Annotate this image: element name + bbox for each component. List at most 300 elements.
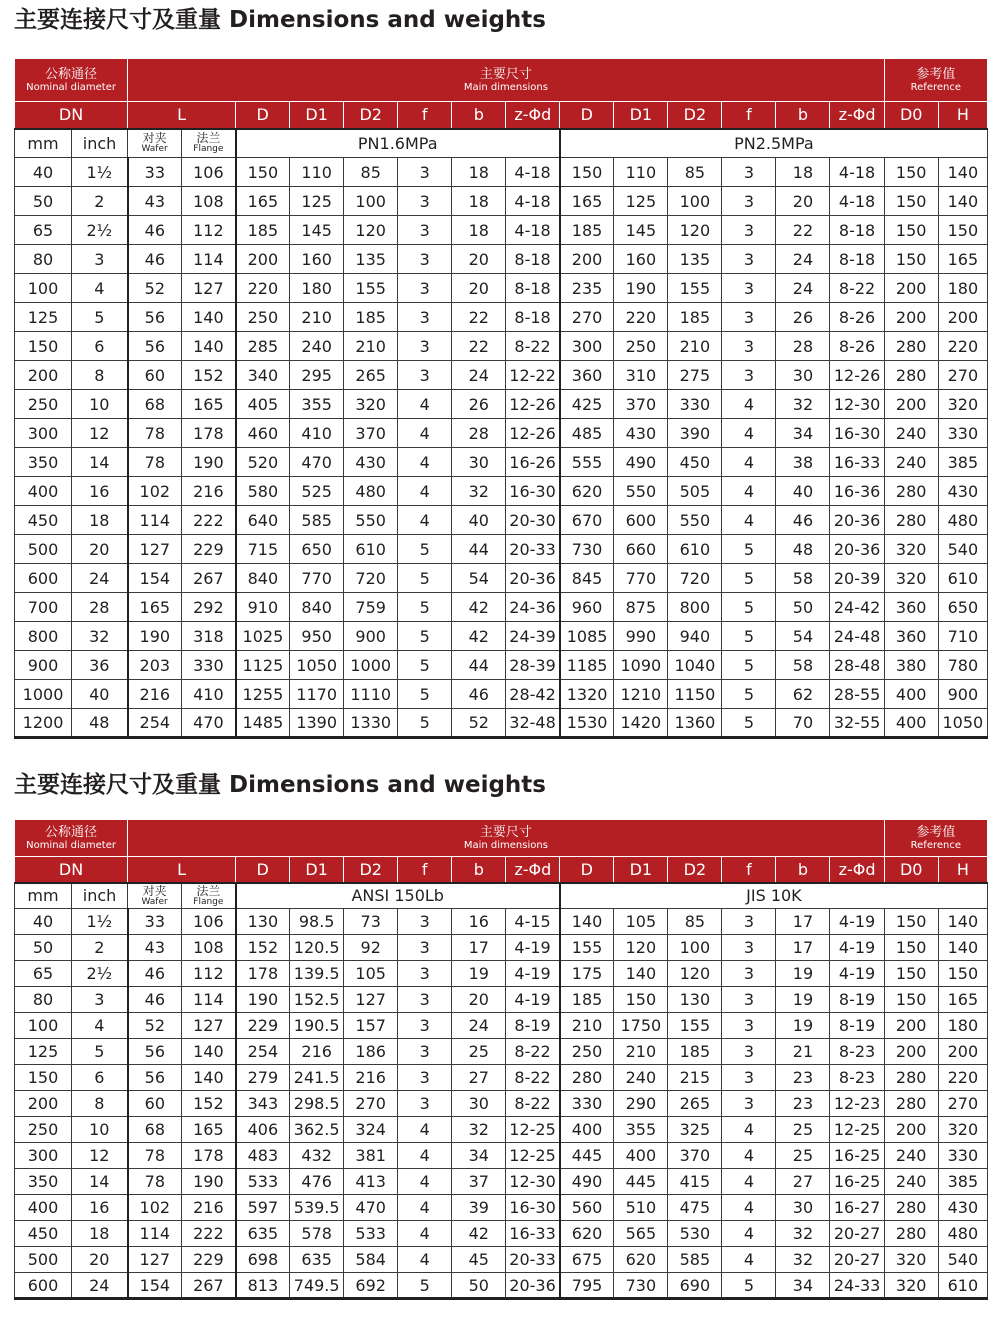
table-cell: 78 bbox=[128, 1169, 182, 1195]
table-cell: 4 bbox=[398, 1143, 452, 1169]
main-dimensions-header: 主要尺寸 Main dimensions bbox=[128, 59, 885, 102]
col-header: H bbox=[938, 102, 987, 129]
table-cell: 190.5 bbox=[290, 1013, 344, 1039]
table-cell: 150 bbox=[938, 961, 987, 987]
table-cell: 4 bbox=[398, 448, 452, 477]
table-cell: 578 bbox=[290, 1221, 344, 1247]
inch-label: inch bbox=[72, 883, 128, 909]
table-row bbox=[15, 448, 988, 477]
table-cell: 200 bbox=[884, 1039, 938, 1065]
table-cell: 12-30 bbox=[506, 1169, 560, 1195]
table-cell: 370 bbox=[614, 390, 668, 419]
table-cell: 200 bbox=[938, 1039, 987, 1065]
table-cell: 1025 bbox=[236, 622, 290, 651]
table-cell: 154 bbox=[128, 564, 182, 593]
table-cell: 8-18 bbox=[506, 303, 560, 332]
table-cell: 800 bbox=[15, 622, 72, 651]
table-cell: 210 bbox=[614, 1039, 668, 1065]
table-cell: 405 bbox=[236, 390, 290, 419]
table-cell: 155 bbox=[668, 1013, 722, 1039]
table-cell: 320 bbox=[938, 390, 987, 419]
table-cell: 43 bbox=[128, 935, 182, 961]
table-cell: 200 bbox=[884, 390, 938, 419]
table-cell: 8-19 bbox=[506, 1013, 560, 1039]
table-cell: 165 bbox=[128, 593, 182, 622]
table-cell: 8-18 bbox=[506, 245, 560, 274]
table-cell: 355 bbox=[614, 1117, 668, 1143]
table-cell: 759 bbox=[344, 593, 398, 622]
col-header: D1 bbox=[614, 102, 668, 129]
table-cell: 20-33 bbox=[506, 1247, 560, 1273]
table-cell: 875 bbox=[614, 593, 668, 622]
table-row bbox=[15, 506, 988, 535]
table-cell: 4 bbox=[722, 506, 776, 535]
table-cell: 8-22 bbox=[830, 274, 884, 303]
col-header: D0 bbox=[884, 102, 938, 129]
table-cell: 900 bbox=[344, 622, 398, 651]
table-cell: 400 bbox=[560, 1117, 614, 1143]
table-cell: 139.5 bbox=[290, 961, 344, 987]
table-cell: 125 bbox=[15, 1039, 72, 1065]
table-cell: 112 bbox=[182, 216, 236, 245]
table-cell: 185 bbox=[560, 216, 614, 245]
col-header: b bbox=[452, 102, 506, 129]
table-cell: 4 bbox=[72, 1013, 128, 1039]
column-header-row bbox=[15, 857, 988, 883]
table-cell: 8-23 bbox=[830, 1039, 884, 1065]
unit-row bbox=[15, 129, 988, 158]
dimensions-section-1 bbox=[14, 0, 988, 739]
table-cell: 120 bbox=[668, 216, 722, 245]
col-header: z-Φd bbox=[506, 857, 560, 883]
table-cell: 910 bbox=[236, 593, 290, 622]
table-cell: 330 bbox=[668, 390, 722, 419]
col-header: D2 bbox=[344, 857, 398, 883]
table-cell: 48 bbox=[72, 709, 128, 738]
table-cell: 3 bbox=[398, 909, 452, 935]
table-cell: 432 bbox=[290, 1143, 344, 1169]
table-cell: 58 bbox=[776, 564, 830, 593]
table-cell: 100 bbox=[668, 187, 722, 216]
table-cell: 240 bbox=[884, 419, 938, 448]
table-cell: 56 bbox=[128, 332, 182, 361]
table-cell: 10 bbox=[72, 390, 128, 419]
table-cell: 240 bbox=[884, 1169, 938, 1195]
table-cell: 4 bbox=[398, 477, 452, 506]
table-cell: 19 bbox=[776, 1013, 830, 1039]
table-cell: 222 bbox=[182, 1221, 236, 1247]
table-cell: 19 bbox=[776, 987, 830, 1013]
table-cell: 54 bbox=[776, 622, 830, 651]
table-cell: 5 bbox=[72, 1039, 128, 1065]
table-cell: 16-30 bbox=[506, 1195, 560, 1221]
table-cell: 165 bbox=[938, 245, 987, 274]
table-cell: 24 bbox=[776, 274, 830, 303]
table-cell: 98.5 bbox=[290, 909, 344, 935]
table-cell: 78 bbox=[128, 419, 182, 448]
table-cell: 24 bbox=[776, 245, 830, 274]
standard-1-label: ANSI 150Lb bbox=[236, 883, 560, 909]
table-cell: 24-48 bbox=[830, 622, 884, 651]
table-cell: 125 bbox=[15, 303, 72, 332]
table-cell: 46 bbox=[776, 506, 830, 535]
table-cell: 600 bbox=[15, 564, 72, 593]
table-cell: 190 bbox=[236, 987, 290, 1013]
table-cell: 16-30 bbox=[506, 477, 560, 506]
table-cell: 415 bbox=[668, 1169, 722, 1195]
table-cell: 32 bbox=[776, 1247, 830, 1273]
table-cell: 3 bbox=[722, 1065, 776, 1091]
table-cell: 635 bbox=[236, 1221, 290, 1247]
table-cell: 17 bbox=[776, 909, 830, 935]
table-cell: 190 bbox=[128, 622, 182, 651]
table-cell: 4-19 bbox=[830, 935, 884, 961]
table-cell: 8-18 bbox=[506, 274, 560, 303]
table-cell: 130 bbox=[236, 909, 290, 935]
table-cell: 150 bbox=[15, 1065, 72, 1091]
table-cell: 100 bbox=[15, 274, 72, 303]
table-cell: 45 bbox=[452, 1247, 506, 1273]
wafer-label: 对夹 Wafer bbox=[128, 883, 182, 909]
table-cell: 485 bbox=[560, 419, 614, 448]
table-row bbox=[15, 680, 988, 709]
table-cell: 3 bbox=[398, 332, 452, 361]
table-cell: 1½ bbox=[72, 158, 128, 187]
col-header: f bbox=[398, 857, 452, 883]
table-cell: 4 bbox=[722, 1221, 776, 1247]
table-cell: 24-36 bbox=[506, 593, 560, 622]
table-row bbox=[15, 158, 988, 187]
table-cell: 38 bbox=[776, 448, 830, 477]
table-cell: 585 bbox=[668, 1247, 722, 1273]
table-cell: 106 bbox=[182, 158, 236, 187]
section-title: 主要连接尺寸及重量 Dimensions and weights bbox=[14, 7, 546, 33]
table-cell: 540 bbox=[938, 1247, 987, 1273]
table-cell: 152 bbox=[182, 1091, 236, 1117]
table-cell: 78 bbox=[128, 448, 182, 477]
table-cell: 490 bbox=[614, 448, 668, 477]
table-cell: 65 bbox=[15, 216, 72, 245]
table-cell: 216 bbox=[290, 1039, 344, 1065]
table-cell: 178 bbox=[182, 1143, 236, 1169]
table-cell: 150 bbox=[560, 158, 614, 187]
col-header: D1 bbox=[290, 857, 344, 883]
table-cell: 120.5 bbox=[290, 935, 344, 961]
table-cell: 130 bbox=[668, 987, 722, 1013]
table-cell: 8-19 bbox=[830, 987, 884, 1013]
table-cell: 200 bbox=[938, 303, 987, 332]
col-header: D1 bbox=[614, 857, 668, 883]
table-cell: 20-30 bbox=[506, 506, 560, 535]
table-cell: 30 bbox=[452, 1091, 506, 1117]
table-cell: 40 bbox=[776, 477, 830, 506]
table-cell: 390 bbox=[668, 419, 722, 448]
table-cell: 320 bbox=[884, 1247, 938, 1273]
table-cell: 280 bbox=[884, 477, 938, 506]
table-cell: 8-22 bbox=[506, 1065, 560, 1091]
table-cell: 25 bbox=[452, 1039, 506, 1065]
table-cell: 140 bbox=[938, 158, 987, 187]
table-cell: 28-55 bbox=[830, 680, 884, 709]
table-cell: 18 bbox=[452, 158, 506, 187]
table-cell: 46 bbox=[128, 987, 182, 1013]
table-cell: 20-39 bbox=[830, 564, 884, 593]
table-cell: 12-26 bbox=[830, 361, 884, 390]
table-cell: 215 bbox=[668, 1065, 722, 1091]
table-cell: 210 bbox=[560, 1013, 614, 1039]
table-cell: 200 bbox=[884, 274, 938, 303]
table-cell: 32 bbox=[776, 390, 830, 419]
table-row bbox=[15, 1013, 988, 1039]
table-cell: 840 bbox=[290, 593, 344, 622]
table-cell: 80 bbox=[15, 245, 72, 274]
table-cell: 20-27 bbox=[830, 1221, 884, 1247]
table-cell: 125 bbox=[290, 187, 344, 216]
table-cell: 240 bbox=[884, 448, 938, 477]
table-cell: 400 bbox=[614, 1143, 668, 1169]
table-cell: 298.5 bbox=[290, 1091, 344, 1117]
table-cell: 210 bbox=[344, 332, 398, 361]
table-cell: 470 bbox=[290, 448, 344, 477]
table-cell: 240 bbox=[884, 1143, 938, 1169]
table-cell: 320 bbox=[344, 390, 398, 419]
table-cell: 720 bbox=[344, 564, 398, 593]
table-cell: 550 bbox=[614, 477, 668, 506]
table-cell: 675 bbox=[560, 1247, 614, 1273]
table-cell: 5 bbox=[398, 535, 452, 564]
table-cell: 28-42 bbox=[506, 680, 560, 709]
col-header: D2 bbox=[668, 857, 722, 883]
table-cell: 490 bbox=[560, 1169, 614, 1195]
table-row bbox=[15, 987, 988, 1013]
table-cell: 430 bbox=[614, 419, 668, 448]
table-cell: 48 bbox=[776, 535, 830, 564]
table-cell: 20-27 bbox=[830, 1247, 884, 1273]
table-cell: 3 bbox=[722, 274, 776, 303]
col-header: z-Φd bbox=[830, 857, 884, 883]
table-cell: 70 bbox=[776, 709, 830, 738]
table-cell: 18 bbox=[452, 216, 506, 245]
table-cell: 8-18 bbox=[830, 245, 884, 274]
table-cell: 24-39 bbox=[506, 622, 560, 651]
table-cell: 42 bbox=[452, 593, 506, 622]
table-cell: 5 bbox=[72, 303, 128, 332]
table-cell: 8-18 bbox=[830, 216, 884, 245]
table-cell: 20 bbox=[452, 245, 506, 274]
table-cell: 318 bbox=[182, 622, 236, 651]
table-row bbox=[15, 1143, 988, 1169]
table-cell: 26 bbox=[452, 390, 506, 419]
table-cell: 3 bbox=[722, 216, 776, 245]
table-cell: 840 bbox=[236, 564, 290, 593]
table-cell: 114 bbox=[128, 1221, 182, 1247]
table-cell: 845 bbox=[560, 564, 614, 593]
table-cell: 185 bbox=[344, 303, 398, 332]
table-cell: 640 bbox=[236, 506, 290, 535]
table-cell: 28 bbox=[776, 332, 830, 361]
table-cell: 52 bbox=[128, 274, 182, 303]
table-cell: 292 bbox=[182, 593, 236, 622]
table-cell: 85 bbox=[344, 158, 398, 187]
table-cell: 600 bbox=[614, 506, 668, 535]
table-cell: 3 bbox=[722, 303, 776, 332]
table-cell: 5 bbox=[722, 535, 776, 564]
table-cell: 4-19 bbox=[506, 935, 560, 961]
table-cell: 480 bbox=[938, 1221, 987, 1247]
table-cell: 8 bbox=[72, 1091, 128, 1117]
table-cell: 4 bbox=[398, 506, 452, 535]
table-cell: 32 bbox=[72, 622, 128, 651]
table-cell: 65 bbox=[15, 961, 72, 987]
l-header: L bbox=[128, 102, 236, 129]
table-cell: 186 bbox=[344, 1039, 398, 1065]
table-cell: 2½ bbox=[72, 216, 128, 245]
table-cell: 960 bbox=[560, 593, 614, 622]
table-cell: 330 bbox=[938, 419, 987, 448]
table-cell: 140 bbox=[614, 961, 668, 987]
table-cell: 150 bbox=[236, 158, 290, 187]
col-header: z-Φd bbox=[830, 102, 884, 129]
table-cell: 275 bbox=[668, 361, 722, 390]
table-cell: 40 bbox=[15, 909, 72, 935]
table-cell: 525 bbox=[290, 477, 344, 506]
table-cell: 3 bbox=[72, 987, 128, 1013]
table-cell: 250 bbox=[15, 390, 72, 419]
table-cell: 279 bbox=[236, 1065, 290, 1091]
table-cell: 413 bbox=[344, 1169, 398, 1195]
table-cell: 330 bbox=[560, 1091, 614, 1117]
table-cell: 3 bbox=[722, 1091, 776, 1117]
table-cell: 24-42 bbox=[830, 593, 884, 622]
table-cell: 1000 bbox=[15, 680, 72, 709]
table-cell: 56 bbox=[128, 1039, 182, 1065]
table-cell: 229 bbox=[236, 1013, 290, 1039]
table-row bbox=[15, 709, 988, 738]
table-cell: 28-39 bbox=[506, 651, 560, 680]
table-cell: 127 bbox=[128, 1247, 182, 1273]
table-cell: 505 bbox=[668, 477, 722, 506]
table-row bbox=[15, 961, 988, 987]
col-header: b bbox=[776, 102, 830, 129]
table-cell: 24 bbox=[72, 1273, 128, 1299]
table-cell: 400 bbox=[15, 477, 72, 506]
table-cell: 4 bbox=[722, 477, 776, 506]
table-cell: 50 bbox=[15, 187, 72, 216]
table-cell: 180 bbox=[290, 274, 344, 303]
table-cell: 650 bbox=[290, 535, 344, 564]
table-cell: 690 bbox=[668, 1273, 722, 1299]
table-cell: 105 bbox=[614, 909, 668, 935]
table-cell: 145 bbox=[614, 216, 668, 245]
table-cell: 698 bbox=[236, 1247, 290, 1273]
table-cell: 270 bbox=[938, 361, 987, 390]
table-cell: 510 bbox=[614, 1195, 668, 1221]
table-cell: 250 bbox=[560, 1039, 614, 1065]
table-cell: 110 bbox=[614, 158, 668, 187]
unit-row bbox=[15, 883, 988, 909]
table-cell: 154 bbox=[128, 1273, 182, 1299]
table-cell: 32 bbox=[452, 477, 506, 506]
table-cell: 150 bbox=[884, 158, 938, 187]
table-cell: 19 bbox=[776, 961, 830, 987]
table-cell: 280 bbox=[884, 361, 938, 390]
table-cell: 220 bbox=[938, 1065, 987, 1091]
table-cell: 4 bbox=[722, 419, 776, 448]
table-cell: 23 bbox=[776, 1091, 830, 1117]
table-cell: 1085 bbox=[560, 622, 614, 651]
table-row bbox=[15, 390, 988, 419]
table-cell: 18 bbox=[452, 187, 506, 216]
table-row bbox=[15, 1195, 988, 1221]
table-cell: 155 bbox=[344, 274, 398, 303]
table-row bbox=[15, 651, 988, 680]
table-cell: 3 bbox=[722, 245, 776, 274]
table-cell: 152.5 bbox=[290, 987, 344, 1013]
table-cell: 3 bbox=[722, 1039, 776, 1065]
inch-label: inch bbox=[72, 129, 128, 158]
table-cell: 165 bbox=[182, 1117, 236, 1143]
table-cell: 2 bbox=[72, 187, 128, 216]
table-cell: 32-48 bbox=[506, 709, 560, 738]
table-cell: 362.5 bbox=[290, 1117, 344, 1143]
table-cell: 110 bbox=[290, 158, 344, 187]
table-cell: 34 bbox=[452, 1143, 506, 1169]
table-cell: 3 bbox=[398, 1039, 452, 1065]
table-cell: 539.5 bbox=[290, 1195, 344, 1221]
table-cell: 33 bbox=[128, 909, 182, 935]
table-row bbox=[15, 477, 988, 506]
table-cell: 165 bbox=[236, 187, 290, 216]
table-cell: 200 bbox=[15, 1091, 72, 1117]
table-cell: 8-26 bbox=[830, 303, 884, 332]
table-cell: 280 bbox=[884, 332, 938, 361]
table-cell: 320 bbox=[884, 535, 938, 564]
table-cell: 620 bbox=[614, 1247, 668, 1273]
table-row bbox=[15, 1065, 988, 1091]
table-cell: 1255 bbox=[236, 680, 290, 709]
table-cell: 30 bbox=[776, 1195, 830, 1221]
table-cell: 4-18 bbox=[830, 187, 884, 216]
table-cell: 165 bbox=[560, 187, 614, 216]
table-cell: 8-23 bbox=[830, 1065, 884, 1091]
table-cell: 17 bbox=[452, 935, 506, 961]
table-cell: 4 bbox=[398, 419, 452, 448]
table-cell: 1185 bbox=[560, 651, 614, 680]
table-cell: 190 bbox=[614, 274, 668, 303]
table-cell: 200 bbox=[15, 361, 72, 390]
table-cell: 360 bbox=[884, 622, 938, 651]
table-cell: 160 bbox=[614, 245, 668, 274]
table-cell: 150 bbox=[884, 187, 938, 216]
column-header-row bbox=[15, 102, 988, 129]
table-cell: 140 bbox=[182, 332, 236, 361]
table-cell: 660 bbox=[614, 535, 668, 564]
table-cell: 320 bbox=[884, 1273, 938, 1299]
table-cell: 280 bbox=[884, 1195, 938, 1221]
table-cell: 4 bbox=[398, 1169, 452, 1195]
table-cell: 190 bbox=[182, 448, 236, 477]
table-cell: 8 bbox=[72, 361, 128, 390]
table-cell: 3 bbox=[398, 187, 452, 216]
table-cell: 584 bbox=[344, 1247, 398, 1273]
table-cell: 52 bbox=[128, 1013, 182, 1039]
table-cell: 150 bbox=[884, 961, 938, 987]
table-cell: 900 bbox=[15, 651, 72, 680]
table-cell: 635 bbox=[290, 1247, 344, 1273]
table-cell: 700 bbox=[15, 593, 72, 622]
table-cell: 620 bbox=[560, 477, 614, 506]
table-cell: 229 bbox=[182, 1247, 236, 1273]
